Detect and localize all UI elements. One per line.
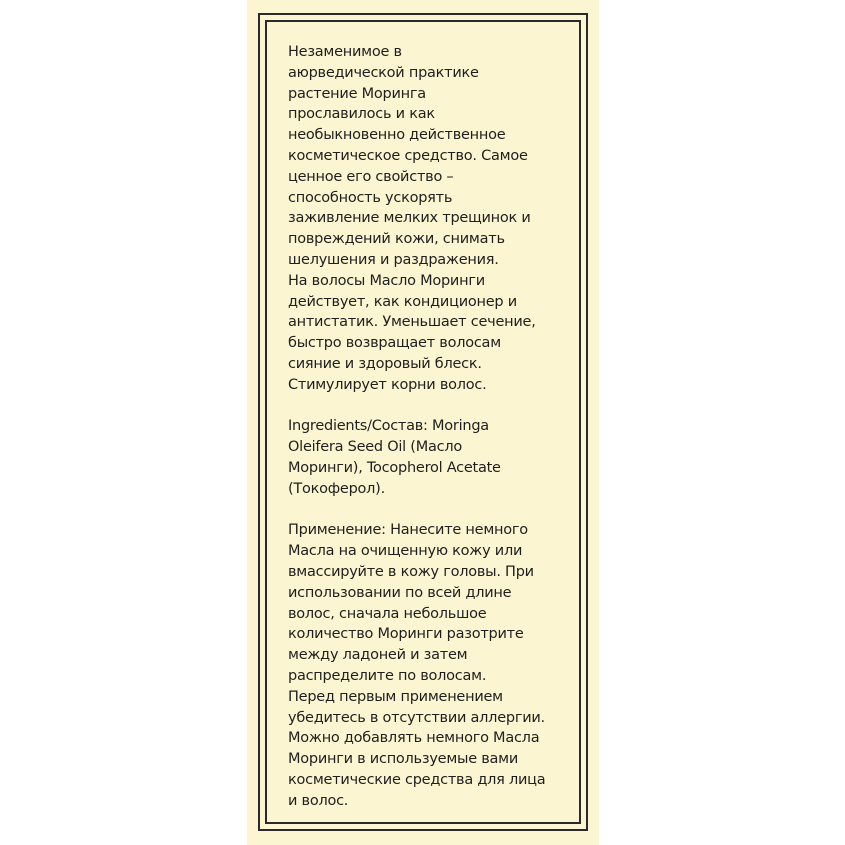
hair-paragraph: На волосы Масло Моринги действует, как кондиционер и антистатик. Уменьшает сечение, быстро возвращает волосам сияние и здоровый блеск. Стимулирует корни волос. (288, 272, 536, 393)
usage-paragraph: Применение: Нанесите немного Масла на очищенную кожу или вмассируйте в кожу головы. При использовании по всей длине волос, сначала небольшое количество Моринги разотрите между ладоней и затем распределите по волосам. (288, 522, 534, 684)
paragraph-spacer (288, 396, 588, 417)
label-text-block (288, 42, 588, 811)
allergy-paragraph: Перед первым применением убедитесь в отсутствии аллергии. Можно добавлять немного Масла Моринги в используемые вами косметические средства для лица и волос. (288, 688, 546, 809)
intro-paragraph: Незаменимое в аюрведической практике растение Моринга прославилось и как необыкновенно действенное косметическое средство. Самое ценное его свойство – способность ускорять заживление мелких трещинок и повреждений кожи, снимать шелушения и раздражения. (288, 44, 531, 268)
ingredients-paragraph: Ingredients/Состав: Moringa Oleifera Seed Oil (Масло Моринги), Tocopherol Acetate (Токоферол). (288, 418, 501, 497)
product-label-panel (247, 0, 599, 845)
paragraph-spacer (288, 500, 588, 521)
